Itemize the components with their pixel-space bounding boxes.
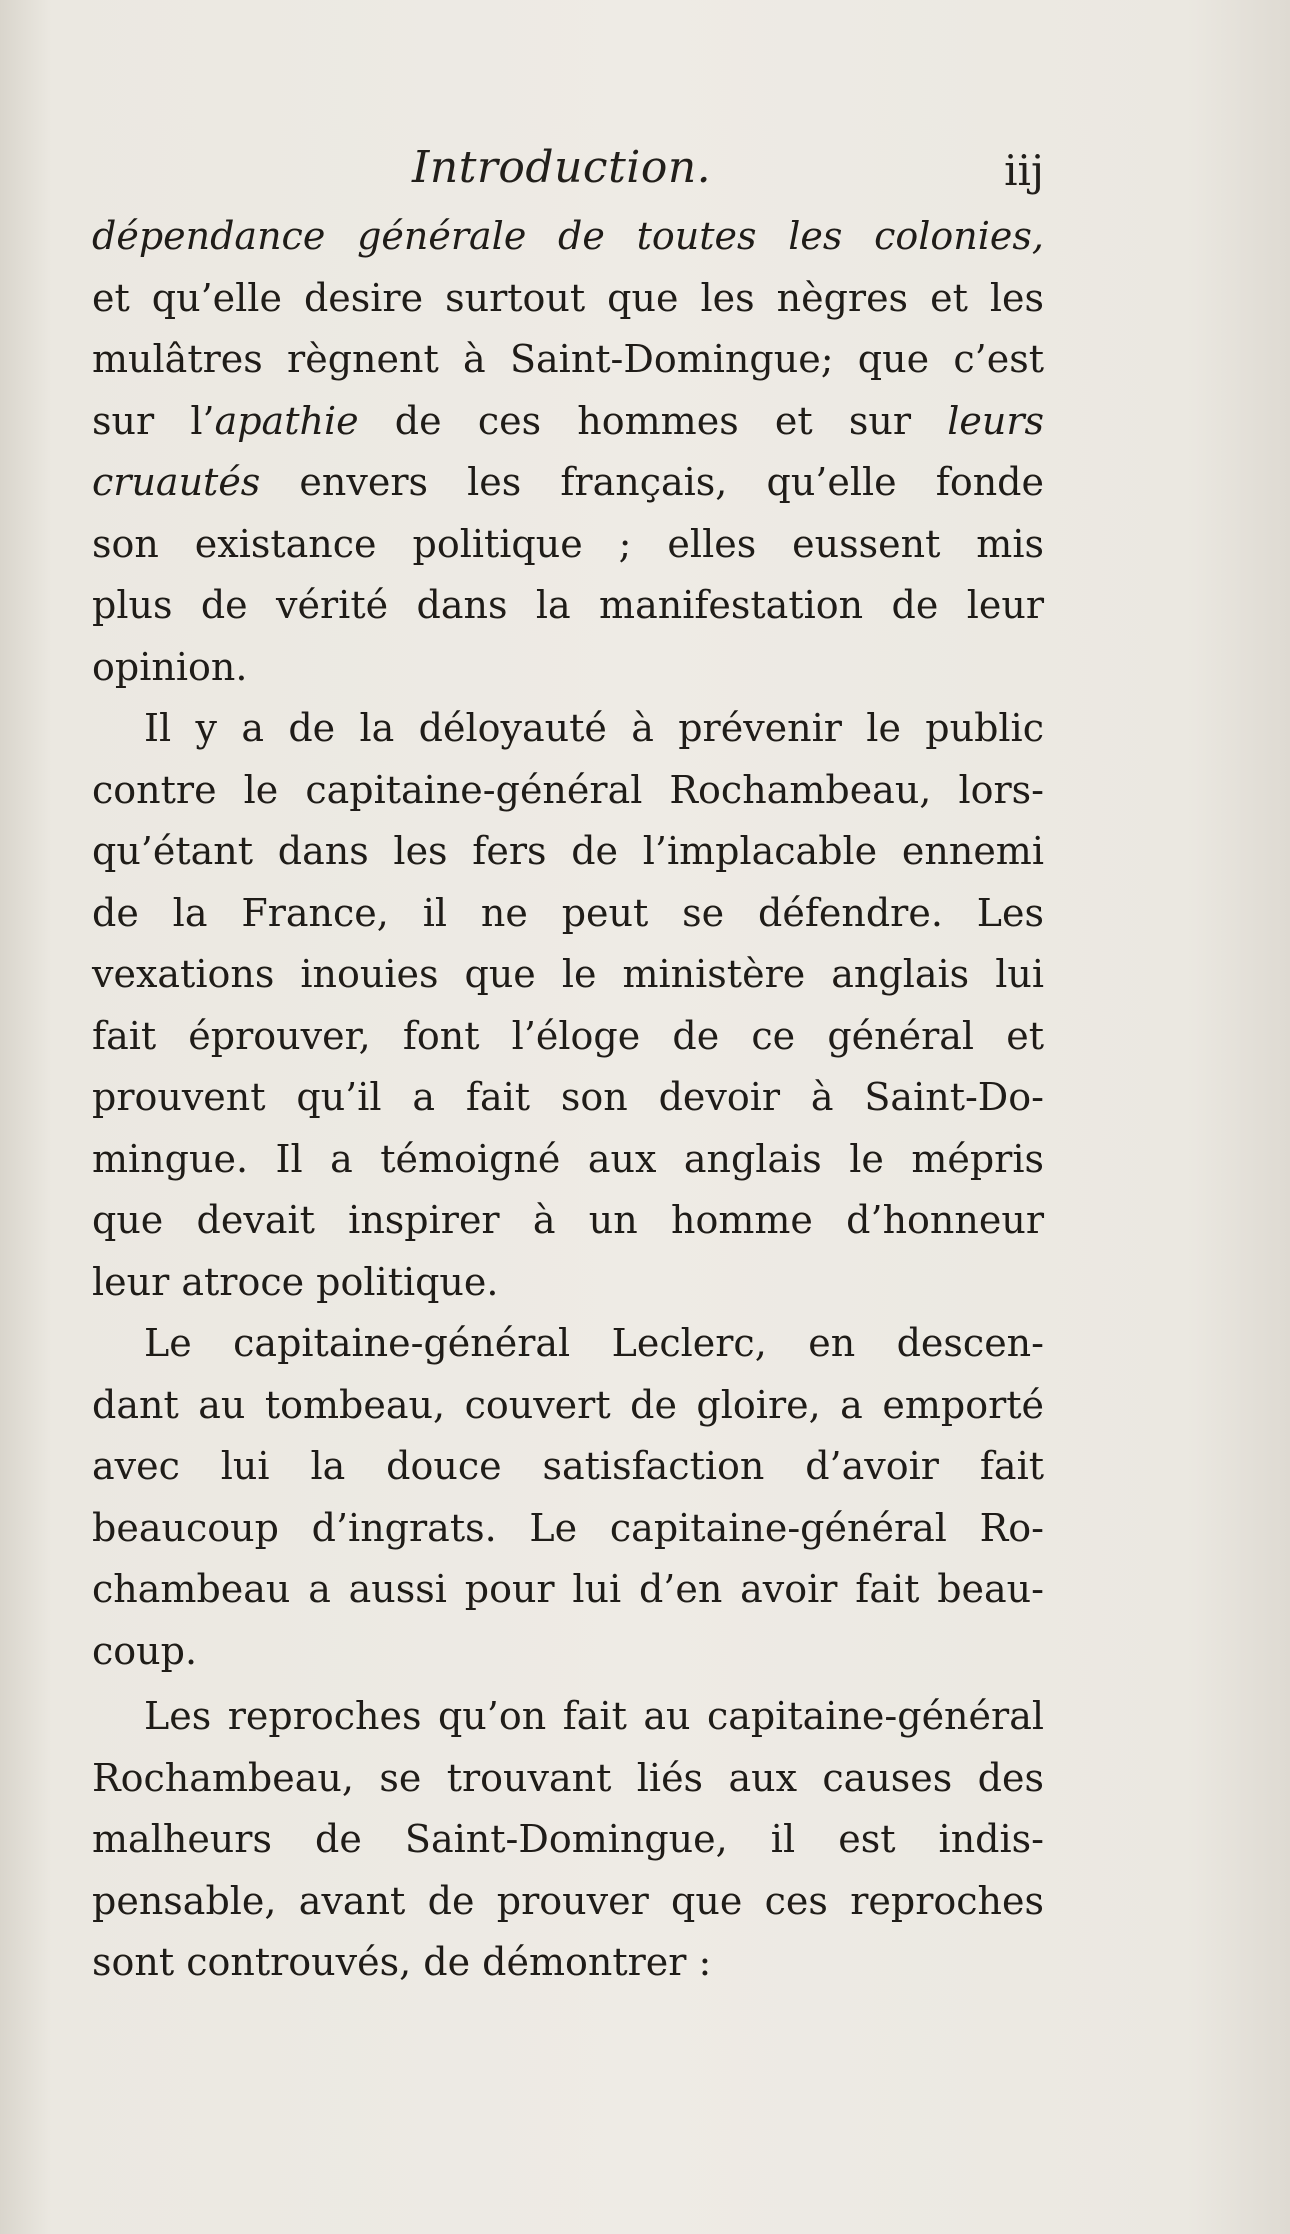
text-line: son existance politique ; elles eussent mis [92, 521, 1044, 566]
text-segment: de ces hommes et sur [358, 398, 948, 443]
text-line: chambeau a aussi pour lui d’en avoir fait beau- [92, 1567, 1044, 1611]
text-segment: sur l’ [92, 398, 215, 443]
italic-text: leurs [947, 398, 1044, 443]
text-line: et qu’elle desire surtout que les nègres et les [92, 275, 1044, 320]
paragraph-3 [92, 1313, 1044, 1682]
text-line: avec lui la douce satisfaction d’avoir fait [92, 1444, 1044, 1488]
page-number: iij [1004, 146, 1044, 195]
text-line: malheurs de Saint-Domingue, il est indis- [92, 1817, 1044, 1861]
running-title: Introduction. [412, 142, 712, 193]
text-line: coup. [92, 1628, 198, 1673]
text-line: beaucoup d’ingrats. Le capitaine-général Ro- [92, 1505, 1044, 1550]
text-line: sont controuvés, de démontrer : [92, 1940, 712, 1984]
text-line: Le capitaine-général Leclerc, en descen- [144, 1321, 1044, 1365]
italic-text: apathie [214, 398, 359, 443]
body-text [92, 206, 1044, 1994]
text-line: mulâtres règnent à Saint-Domingue; que c’est [92, 337, 1044, 381]
text-line: prouvent qu’il a fait son devoir à Saint-Do- [92, 1075, 1044, 1119]
text-line [92, 391, 1044, 453]
text-line: que devait inspirer à un homme d’honneur [92, 1198, 1044, 1242]
text-line: de la France, il ne peut se défendre. Les [92, 890, 1044, 935]
text-line: Rochambeau, se trouvant liés aux causes des [92, 1755, 1044, 1800]
text-line [92, 452, 1044, 514]
text-line: opinion. [92, 644, 248, 689]
text-line: pensable, avant de prouver que ces reproches [92, 1878, 1044, 1923]
text-line: plus de vérité dans la manifestation de leur [92, 583, 1044, 627]
paragraph-1 [92, 206, 1044, 698]
italic-text: cruautés [92, 460, 261, 504]
text-line: Il y a de la déloyauté à prévenir le public [144, 706, 1044, 750]
text-line: dépendance générale de toutes les colonies, [92, 214, 1044, 258]
text-line: contre le capitaine-général Rochambeau, lors- [92, 767, 1044, 812]
text-line: qu’étant dans les fers de l’implacable ennemi [92, 829, 1044, 873]
text-line: Les reproches qu’on fait au capitaine-général [144, 1694, 1044, 1738]
text-line: mingue. Il a témoigné aux anglais le mépris [92, 1136, 1044, 1181]
paragraph-4 [92, 1686, 1044, 1994]
text-line: leur atroce politique. [92, 1259, 499, 1304]
running-head [92, 142, 1044, 202]
paragraph-2 [92, 698, 1044, 1313]
text-line: vexations inouies que le ministère anglais lui [92, 952, 1044, 996]
text-segment: envers les français, qu’elle fonde [260, 460, 1044, 504]
text-line: fait éprouver, font l’éloge de ce général et [92, 1013, 1044, 1058]
text-line: dant au tombeau, couvert de gloire, a emporté [92, 1382, 1044, 1427]
